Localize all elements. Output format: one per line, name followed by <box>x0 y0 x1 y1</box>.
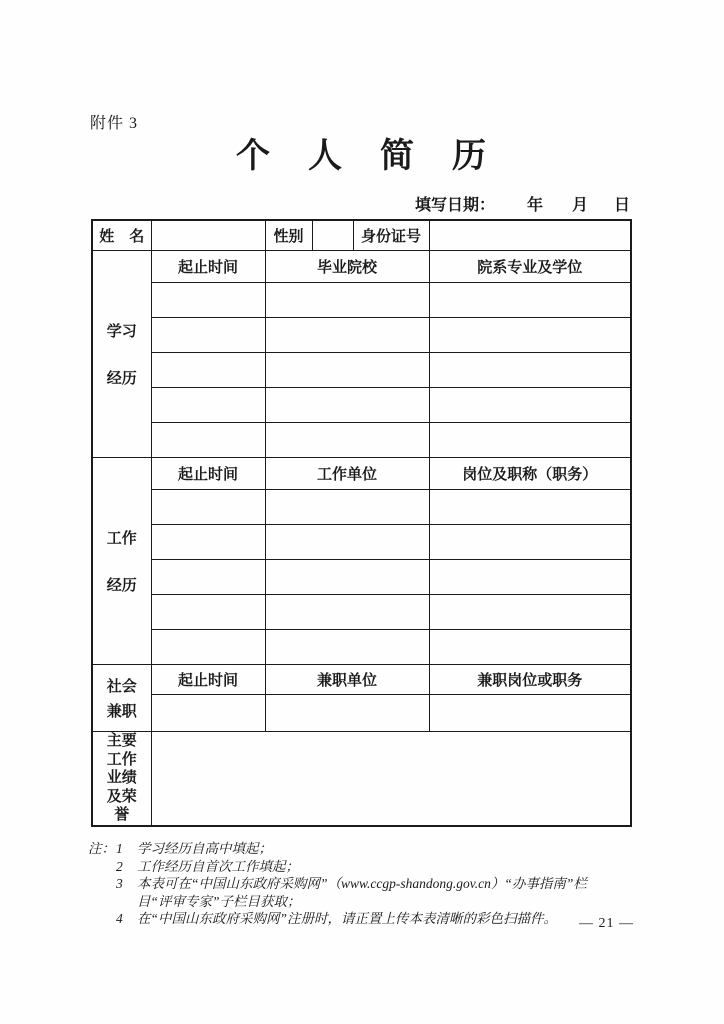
social-section-label-cell <box>92 664 151 731</box>
blank-cell <box>151 317 265 352</box>
table-row <box>92 282 631 317</box>
blank-cell <box>429 594 631 629</box>
blank-cell <box>429 559 631 594</box>
work-label-line1: 工作 <box>106 530 137 547</box>
blank-cell <box>265 559 429 594</box>
table-row <box>92 387 631 422</box>
blank-cell <box>429 282 631 317</box>
id-label-cell: 身份证号 <box>353 220 429 250</box>
note-item <box>88 910 620 928</box>
social-label-line1: 社会 <box>106 678 137 695</box>
table-row <box>92 220 631 250</box>
blank-cell <box>265 387 429 422</box>
note-number: 1 <box>116 841 123 856</box>
table-row <box>92 489 631 524</box>
study-col-major: 院系专业及学位 <box>429 250 631 282</box>
social-col-period: 起止时间 <box>151 664 265 694</box>
achievements-label-line3: 业绩 <box>106 770 137 786</box>
blank-cell <box>151 489 265 524</box>
achievements-label-line5: 誉 <box>114 807 130 823</box>
notes-prefix: 注： <box>88 841 115 856</box>
achievements-label-line2: 工作 <box>106 751 137 768</box>
blank-cell <box>429 317 631 352</box>
social-label-line2: 兼职 <box>106 703 137 720</box>
blank-cell <box>151 559 265 594</box>
attachment-label: 附件 3 <box>90 115 139 132</box>
work-col-period: 起止时间 <box>151 457 265 489</box>
achievements-section-label-cell <box>92 731 151 826</box>
blank-cell <box>151 387 265 422</box>
blank-cell <box>429 694 631 731</box>
note-number: 4 <box>116 911 123 926</box>
table-row <box>92 250 631 282</box>
blank-cell <box>265 694 429 731</box>
gender-value-cell <box>312 220 353 250</box>
note-text: 工作经历自首次工作填起； <box>137 858 299 874</box>
note-number: 3 <box>116 876 123 891</box>
note-text: 在“中国山东政府采购网”注册时，请正置上传本表清晰的彩色扫描件。 <box>137 911 558 926</box>
social-col-role: 兼职岗位或职务 <box>429 664 631 694</box>
table-row <box>92 694 631 731</box>
date-line <box>415 192 630 215</box>
table-row <box>92 594 631 629</box>
work-col-employer: 工作单位 <box>265 457 429 489</box>
blank-cell <box>151 524 265 559</box>
blank-cell <box>151 629 265 664</box>
table-row <box>92 559 631 594</box>
social-col-org: 兼职单位 <box>265 664 429 694</box>
achievements-value-cell <box>151 731 631 826</box>
note-text: 学习经历自高中填起； <box>137 841 272 856</box>
date-month-label: 月 <box>571 197 588 214</box>
blank-cell <box>429 524 631 559</box>
note-item <box>88 875 620 910</box>
work-section-label-cell <box>92 457 151 664</box>
blank-cell <box>265 352 429 387</box>
study-col-period: 起止时间 <box>151 250 265 282</box>
study-section-label-cell <box>92 250 151 457</box>
study-label-line2: 经历 <box>106 370 137 387</box>
date-year-label: 年 <box>526 197 543 214</box>
table-row <box>92 457 631 489</box>
resume-table <box>91 219 632 827</box>
name-label-cell: 姓 名 <box>92 220 151 250</box>
work-col-position: 岗位及职称（职务） <box>429 457 631 489</box>
table-row <box>92 524 631 559</box>
page-title: 个 人 简 历 <box>236 138 488 175</box>
blank-cell <box>151 352 265 387</box>
blank-cell <box>151 594 265 629</box>
achievements-label-line1: 主要 <box>106 733 137 749</box>
table-row <box>92 422 631 457</box>
notes-block <box>88 840 620 928</box>
note-number: 2 <box>116 858 123 874</box>
note-text: 本表可在“中国山东政府采购网”（www.ccgp-shandong.gov.cn）“办事指南”栏目“评审专家”子栏目获取； <box>137 876 587 909</box>
study-col-school: 毕业院校 <box>265 250 429 282</box>
note-item <box>88 840 620 858</box>
blank-cell <box>151 694 265 731</box>
blank-cell <box>265 422 429 457</box>
blank-cell <box>265 629 429 664</box>
blank-cell <box>429 387 631 422</box>
blank-cell <box>151 282 265 317</box>
blank-cell <box>429 422 631 457</box>
blank-cell <box>429 629 631 664</box>
page-number: — 21 — <box>579 916 634 931</box>
blank-cell <box>265 317 429 352</box>
date-label: 填写日期： <box>414 197 495 214</box>
id-value-cell <box>429 220 631 250</box>
blank-cell <box>151 422 265 457</box>
table-row <box>92 629 631 664</box>
table-row <box>92 352 631 387</box>
gender-label-cell: 性别 <box>265 220 312 250</box>
blank-cell <box>429 352 631 387</box>
blank-cell <box>265 282 429 317</box>
name-value-cell <box>151 220 265 250</box>
work-label-line2: 经历 <box>106 577 137 594</box>
note-item <box>88 858 620 876</box>
blank-cell <box>429 489 631 524</box>
table-row <box>92 317 631 352</box>
achievements-label-line4: 及荣 <box>106 788 137 805</box>
blank-cell <box>265 524 429 559</box>
blank-cell <box>265 594 429 629</box>
table-row <box>92 664 631 694</box>
study-label-line1: 学习 <box>106 323 137 340</box>
blank-cell <box>265 489 429 524</box>
date-day-label: 日 <box>613 197 630 214</box>
table-row <box>92 731 631 826</box>
